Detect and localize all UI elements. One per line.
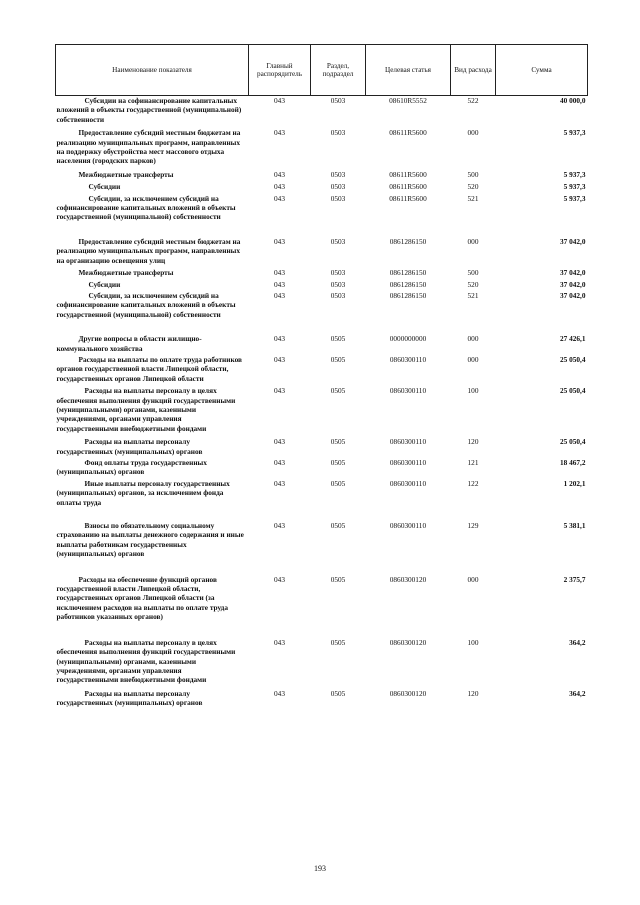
row-name: Межбюджетные трансферты	[78, 268, 174, 278]
row-sum: 5 381,1	[563, 521, 586, 531]
row-name: Субсидии	[88, 182, 121, 192]
row-name: Субсидии, за исключением субсидий на софинансирование капитальных вложений в объекты государственной (муниципальной) собственности	[56, 290, 236, 319]
row-type: 100	[467, 637, 479, 647]
row-grbs: 043	[274, 574, 285, 584]
row-grbs: 043	[274, 637, 285, 647]
row-name: Предоставление субсидий местным бюджетам на реализацию муниципальных программ, направленных на поддержку обустройства мест массового отдыха населения (городских парков)	[56, 128, 241, 166]
row-target: 0861286150	[389, 236, 427, 246]
row-grbs: 043	[274, 279, 285, 289]
row-type: 100	[467, 386, 479, 396]
row-sum: 5 937,3	[563, 193, 586, 203]
row-sum: 18 467,2	[559, 458, 586, 467]
page-number: 193	[314, 864, 326, 873]
row-sum: 2 375,7	[563, 574, 586, 584]
table-row	[56, 194, 588, 222]
row-sum: 364,2	[569, 688, 586, 698]
row-type: 522	[467, 96, 479, 105]
row-sum: 40 000,0	[559, 96, 586, 105]
row-type: 520	[467, 182, 479, 192]
row-section: 0503	[330, 96, 346, 105]
row-name: Расходы на выплаты по оплате труда работников органов государственной власти Липецкой области, государственных органов Липецкой области	[56, 354, 242, 383]
table-row	[56, 458, 588, 477]
row-type: 121	[467, 458, 479, 467]
row-grbs: 043	[274, 437, 285, 447]
row-sum: 364,2	[569, 637, 586, 647]
row-target: 0861286150	[389, 268, 427, 278]
table-row	[56, 237, 588, 265]
table-row	[56, 638, 588, 685]
header-target: Целевая статья	[366, 45, 451, 96]
row-name: Фонд оплаты труда государственных (муниципальных) органов	[56, 458, 207, 477]
row-section: 0505	[330, 478, 346, 488]
table-row	[56, 689, 588, 708]
row-sum: 5 937,3	[563, 182, 586, 192]
row-target: 0860300110	[389, 458, 427, 467]
row-target: 08611R5600	[389, 128, 427, 138]
row-target: 08610R5552	[389, 96, 427, 105]
row-section: 0503	[330, 290, 346, 300]
budget-table	[55, 44, 588, 708]
row-target: 0860300110	[389, 437, 427, 447]
row-type: 521	[467, 290, 479, 300]
row-section: 0505	[330, 458, 346, 467]
row-spacer	[56, 507, 588, 521]
row-grbs: 043	[274, 169, 285, 179]
row-type: 122	[467, 478, 479, 488]
table-row	[56, 280, 588, 289]
row-spacer	[56, 319, 588, 334]
row-name: Предоставление субсидий местным бюджетам на реализацию муниципальных программ, направленных на организацию освещения улиц	[56, 236, 241, 265]
row-section: 0505	[330, 574, 346, 584]
row-type: 520	[467, 279, 479, 289]
row-section: 0503	[330, 236, 346, 246]
row-type: 000	[467, 334, 479, 344]
row-sum: 1 202,1	[563, 478, 586, 488]
row-grbs: 043	[274, 478, 285, 488]
table-row	[56, 96, 588, 125]
row-section: 0505	[330, 437, 346, 447]
row-name: Расходы на выплаты персоналу государственных (муниципальных) органов	[56, 688, 203, 708]
row-sum: 5 937,3	[563, 128, 586, 138]
row-name: Субсидии на софинансирование капитальных вложений в объекты государственной (муниципальной) собственности	[56, 96, 242, 124]
row-grbs: 043	[274, 521, 285, 531]
table-row	[56, 182, 588, 191]
row-sum: 25 050,4	[559, 354, 586, 364]
table-row	[56, 291, 588, 319]
row-target: 0860300120	[389, 637, 427, 647]
row-section: 0503	[330, 193, 346, 203]
row-section: 0505	[330, 637, 346, 647]
table-row	[56, 479, 588, 507]
row-target: 0860300110	[389, 354, 427, 364]
row-sum: 27 426,1	[559, 334, 586, 344]
row-type: 120	[467, 437, 479, 447]
row-sum: 37 042,0	[559, 279, 586, 289]
row-name: Расходы на выплаты персоналу в целях обеспечения выполнения функций государственными (муниципальными) органами, казенными учреждениями, органами управления государственными внебюджетными фондами	[56, 386, 236, 433]
table-row	[56, 386, 588, 433]
row-type: 000	[467, 128, 479, 138]
row-target: 0860300110	[389, 521, 427, 531]
table-row	[56, 575, 588, 622]
row-section: 0505	[330, 354, 346, 364]
row-grbs: 043	[274, 128, 285, 138]
row-sum: 25 050,4	[559, 437, 586, 447]
row-target: 08611R5600	[389, 182, 427, 192]
table-row	[56, 334, 588, 353]
row-type: 000	[467, 354, 479, 364]
row-type: 521	[467, 193, 479, 203]
row-grbs: 043	[274, 458, 285, 467]
header-grbs: Главный распорядитель	[249, 45, 311, 96]
table-row	[56, 268, 588, 277]
row-grbs: 043	[274, 236, 285, 246]
table-row	[56, 437, 588, 456]
row-name: Взносы по обязательному социальному страхованию на выплаты денежного содержания и иные выплаты работникам государственных (муниципальных) органов	[56, 521, 244, 559]
row-grbs: 043	[274, 334, 285, 344]
row-target: 0860300110	[389, 478, 427, 488]
row-name: Другие вопросы в области жилищно-коммунального хозяйства	[56, 334, 202, 353]
table-row	[56, 355, 588, 383]
row-type: 500	[467, 268, 479, 278]
table-body	[56, 96, 588, 708]
row-grbs: 043	[274, 193, 285, 203]
row-target: 08611R5600	[389, 169, 427, 179]
row-section: 0503	[330, 169, 346, 179]
row-section: 0503	[330, 279, 346, 289]
row-grbs: 043	[274, 182, 285, 192]
row-spacer	[56, 622, 588, 638]
table-row	[56, 521, 588, 559]
row-type: 000	[467, 574, 479, 584]
row-grbs: 043	[274, 688, 285, 698]
row-name: Субсидии, за исключением субсидий на софинансирование капитальных вложений в объекты государственной (муниципальной) собственности	[56, 193, 236, 222]
row-grbs: 043	[274, 290, 285, 300]
row-target: 08611R5600	[389, 193, 427, 203]
row-name: Субсидии	[88, 279, 121, 289]
row-target: 0860300120	[389, 688, 427, 698]
table-header	[56, 45, 588, 96]
row-sum: 5 937,3	[563, 169, 586, 179]
row-type: 000	[467, 236, 479, 246]
row-name: Межбюджетные трансферты	[78, 169, 174, 179]
row-target: 0861286150	[389, 279, 427, 289]
row-target: 0861286150	[389, 290, 427, 300]
row-grbs: 043	[274, 268, 285, 278]
row-grbs: 043	[274, 386, 285, 396]
row-sum: 37 042,0	[559, 236, 586, 246]
row-section: 0505	[330, 521, 346, 531]
row-name: Расходы на выплаты персоналу государственных (муниципальных) органов	[56, 437, 203, 456]
row-section: 0505	[330, 386, 346, 396]
header-sum: Сумма	[496, 45, 588, 96]
row-section: 0503	[330, 128, 346, 138]
row-target: 0860300120	[389, 574, 427, 584]
row-type: 500	[467, 169, 479, 179]
header-section: Раздел, подраздел	[311, 45, 366, 96]
row-section: 0505	[330, 688, 346, 698]
row-grbs: 043	[274, 354, 285, 364]
row-target: 0000000000	[389, 334, 427, 344]
row-name: Расходы на выплаты персоналу в целях обеспечения выполнения функций государственными (муниципальными) органами, казенными учреждениями, органами управления государственными внебюджетными фондами	[56, 637, 236, 685]
row-section: 0503	[330, 268, 346, 278]
row-type: 120	[467, 688, 479, 698]
row-section: 0505	[330, 334, 346, 344]
header-name: Наименование показателя	[56, 45, 249, 96]
table-row	[56, 128, 588, 166]
row-section: 0503	[330, 182, 346, 192]
row-name: Иные выплаты персоналу государственных (муниципальных) органов, за исключением фонда оплаты труда	[56, 478, 230, 507]
row-spacer	[56, 559, 588, 575]
row-sum: 37 042,0	[559, 290, 586, 300]
header-type: Вид расхода	[451, 45, 496, 96]
row-target: 0860300110	[389, 386, 427, 396]
table-row	[56, 170, 588, 179]
row-spacer	[56, 222, 588, 237]
row-sum: 25 050,4	[559, 386, 586, 396]
row-name: Расходы на обеспечение функций органов государственной власти Липецкой области, государственных органов Липецкой области (за исключением расходов на выплаты по оплате труда работников указанных органов)	[56, 574, 228, 622]
row-type: 129	[467, 521, 479, 531]
row-grbs: 043	[274, 96, 285, 105]
row-sum: 37 042,0	[559, 268, 586, 278]
